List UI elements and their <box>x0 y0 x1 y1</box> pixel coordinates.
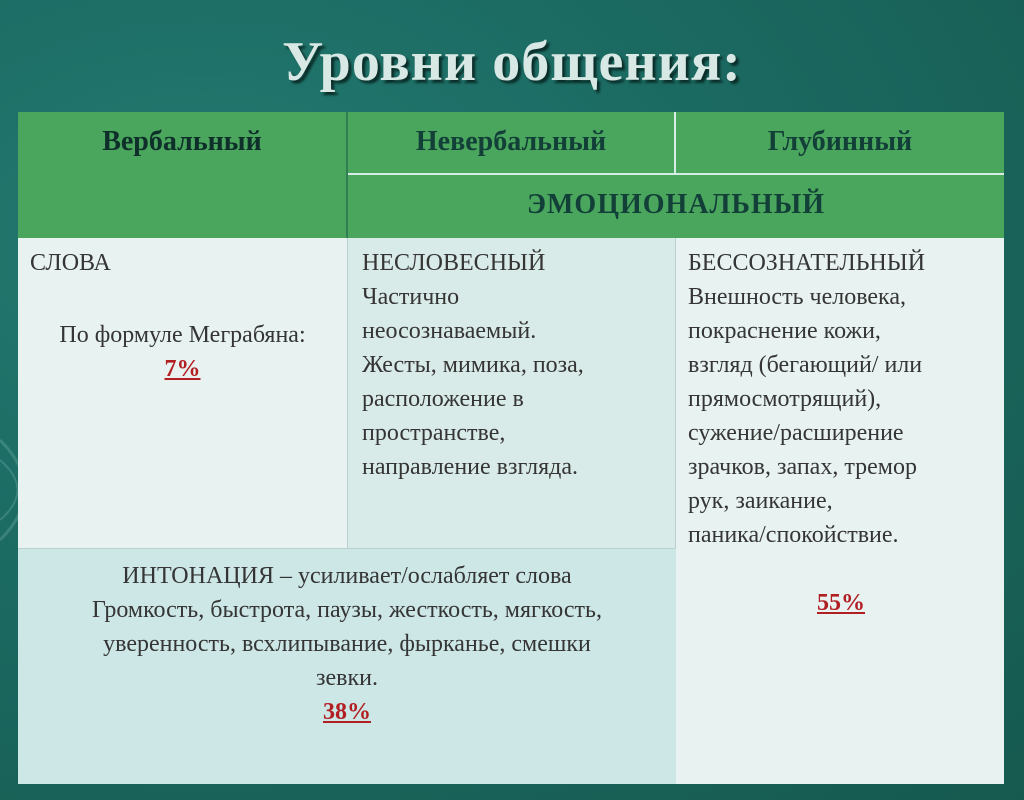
unconscious-line: паника/спокойствие. <box>688 522 899 548</box>
unconscious-line: Внешность человека, <box>688 284 907 310</box>
intonation-line: ИНТОНАЦИЯ – усиливает/ослабляет слова <box>122 563 572 589</box>
nonword-line: пространстве, <box>362 420 506 446</box>
words-formula: По формуле Меграбяна: <box>59 322 306 348</box>
intonation-line: зевки. <box>316 665 378 691</box>
nonword-heading: НЕСЛОВЕСНЫЙ <box>362 250 546 276</box>
unconscious-line: сужение/расширение <box>688 420 904 446</box>
intonation-line: уверенность, всхлипывание, фырканье, смешки <box>103 631 591 657</box>
words-heading: СЛОВА <box>30 250 111 276</box>
header-emotional: ЭМОЦИОНАЛЬНЫЙ <box>348 175 1004 238</box>
intonation-percent: 38% <box>323 699 371 725</box>
unconscious-heading: БЕССОЗНАТЕЛЬНЫЙ <box>688 250 926 276</box>
cell-intonation <box>18 548 676 784</box>
words-percent: 7% <box>164 356 201 382</box>
unconscious-line: взгляд (бегающий/ или <box>688 352 923 378</box>
page-title: Уровни общения: <box>282 31 742 93</box>
cell-unconscious <box>676 238 1004 784</box>
nonword-line: расположение в <box>362 386 524 412</box>
header-deep: Глубинный <box>676 112 1004 175</box>
nonword-line: неосознаваемый. <box>362 318 537 344</box>
nonword-line: Частично <box>362 284 460 310</box>
unconscious-line: покраснение кожи, <box>688 318 881 344</box>
communication-levels-table <box>18 112 1004 784</box>
unconscious-line: рук, заикание, <box>688 488 833 514</box>
header-verbal: Вербальный <box>18 112 348 238</box>
nonword-line: направление взгляда. <box>362 454 578 480</box>
intonation-line: Громкость, быстрота, паузы, жесткость, мягкость, <box>92 597 602 623</box>
unconscious-line: прямосмотрящий), <box>688 386 882 412</box>
header-nonverbal: Невербальный <box>348 112 676 175</box>
cell-nonverbal-description <box>348 238 676 548</box>
unconscious-line: зрачков, запах, тремор <box>688 454 917 480</box>
cell-words <box>18 238 348 548</box>
unconscious-percent: 55% <box>817 590 865 616</box>
nonword-line: Жесты, мимика, поза, <box>362 352 584 378</box>
